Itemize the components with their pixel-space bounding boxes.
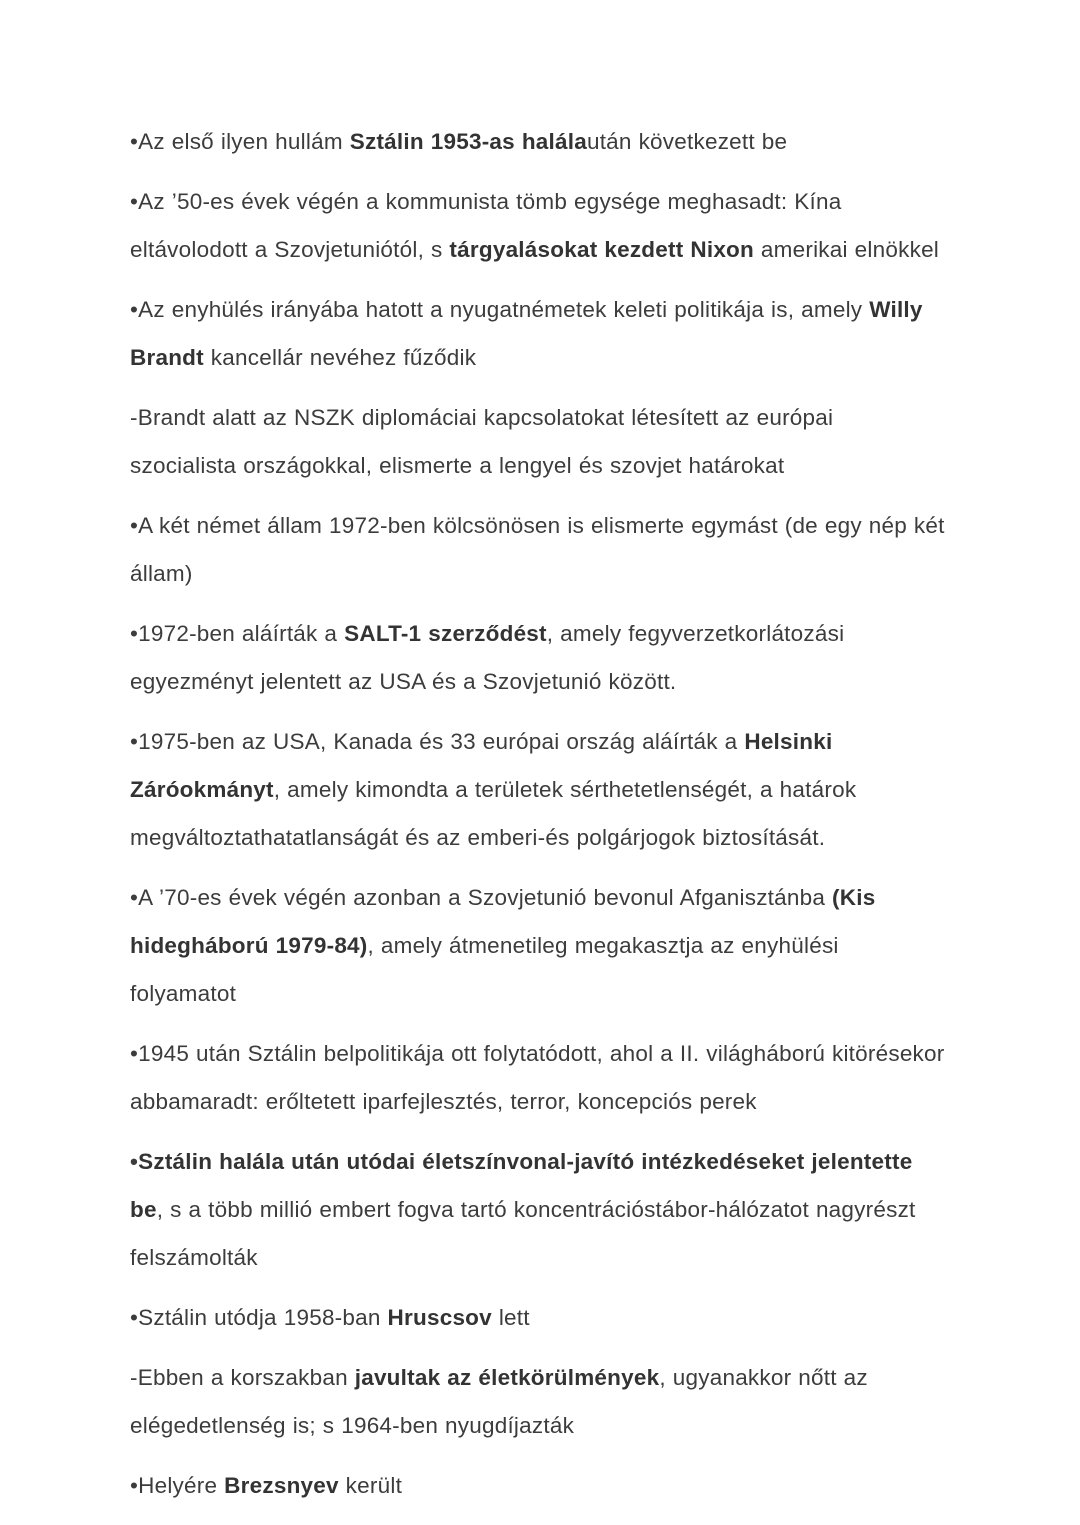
bullet-marker-icon: •	[130, 1149, 139, 1174]
body-text: kancellár nevéhez fűződik	[203, 345, 477, 370]
note-paragraph	[130, 1138, 945, 1282]
bullet-marker-icon: •	[130, 513, 139, 538]
emphasis-text: Helsinki Záróokmányt	[130, 729, 833, 802]
body-text: , s a több millió embert fogva tartó koncentrációstábor-hálózatot nagyrészt felszámolták	[130, 1197, 916, 1270]
emphasis-text: javultak az életkörülmények	[354, 1365, 660, 1390]
body-text: lett	[491, 1305, 530, 1330]
note-paragraph	[130, 1030, 945, 1126]
emphasis-text: Hruscsov	[387, 1305, 492, 1330]
body-text: A ’70-es évek végén azonban a Szovjetunió bevonul Afganisztánba	[138, 885, 833, 910]
body-text: Az enyhülés irányába hatott a nyugatnémetek keleti politikája is, amely	[138, 297, 870, 322]
note-paragraph	[130, 1354, 945, 1450]
emphasis-text: Brezsnyev	[224, 1473, 339, 1498]
body-text: , amely kimondta a területek sérthetetlenségét, a határok megváltoztathatatlanságát és az emberi-és polgárjogok biztosítását.	[130, 777, 857, 850]
emphasis-text: SALT-1 szerződést	[344, 621, 547, 646]
body-text: , amely fegyverzetkorlátozási egyezményt jelentett az USA és a Szovjetunió között.	[130, 621, 845, 694]
body-text: Helyére	[138, 1473, 225, 1498]
body-text: Ebben a korszakban	[137, 1365, 355, 1390]
body-text: , amely átmenetileg megakasztja az enyhülési folyamatot	[130, 933, 839, 1006]
bullet-marker-icon: •	[130, 621, 139, 646]
bullet-marker-icon: •	[130, 1041, 139, 1066]
body-text: amerikai elnökkel	[754, 237, 940, 262]
note-paragraph	[130, 178, 945, 274]
bullet-marker-icon: •	[130, 885, 139, 910]
emphasis-text: tárgyalásokat kezdett Nixon	[449, 237, 754, 262]
note-paragraph	[130, 118, 945, 166]
bullet-marker-icon: •	[130, 189, 139, 214]
note-paragraph	[130, 718, 945, 862]
note-paragraph	[130, 286, 945, 382]
bullet-marker-icon: •	[130, 1473, 139, 1498]
bullet-marker-icon: •	[130, 297, 139, 322]
body-text: került	[338, 1473, 403, 1498]
bullet-marker-icon: •	[130, 729, 139, 754]
bullet-marker-icon: •	[130, 1305, 139, 1330]
emphasis-text: Sztálin 1953-as halála	[349, 129, 587, 154]
body-text: , ugyanakkor nőtt az elégedetlenség is; s 1964-ben nyugdíjazták	[130, 1365, 868, 1438]
body-text: Az első ilyen hullám	[138, 129, 350, 154]
emphasis-text: (Kis hidegháború 1979-84)	[130, 885, 876, 958]
notes-body	[130, 118, 945, 1510]
emphasis-text: Willy Brandt	[130, 297, 923, 370]
body-text: Az ’50-es évek végén a kommunista tömb egysége meghasadt: Kína eltávolodott a Szovjetuniótól, s	[130, 189, 842, 262]
emphasis-text: Sztálin halála után utódai életszínvonal-javító intézkedéseket jelentette be	[130, 1149, 913, 1222]
dash-marker-icon: -	[130, 1365, 138, 1390]
body-text: Sztálin utódja 1958-ban	[138, 1305, 388, 1330]
body-text: Brandt alatt az NSZK diplomáciai kapcsolatokat létesített az európai szocialista országokkal, elismerte a lengyel és szovjet határokat	[130, 405, 834, 478]
body-text: A két német állam 1972-ben kölcsönösen is elismerte egymást (de egy nép két állam)	[130, 513, 945, 586]
dash-marker-icon: -	[130, 405, 138, 430]
body-text: 1975-ben az USA, Kanada és 33 európai ország aláírták a	[138, 729, 745, 754]
body-text: 1972-ben aláírták a	[138, 621, 345, 646]
body-text: után következett be	[586, 129, 788, 154]
note-paragraph	[130, 1294, 945, 1342]
note-paragraph	[130, 394, 945, 490]
note-paragraph	[130, 502, 945, 598]
note-paragraph	[130, 610, 945, 706]
bullet-marker-icon: •	[130, 129, 139, 154]
body-text: 1945 után Sztálin belpolitikája ott folytatódott, ahol a II. világháború kitörésekor abbamaradt: erőltetett iparfejlesztés, terror, koncepciós perek	[130, 1041, 945, 1114]
note-paragraph	[130, 1462, 945, 1510]
note-paragraph	[130, 874, 945, 1018]
